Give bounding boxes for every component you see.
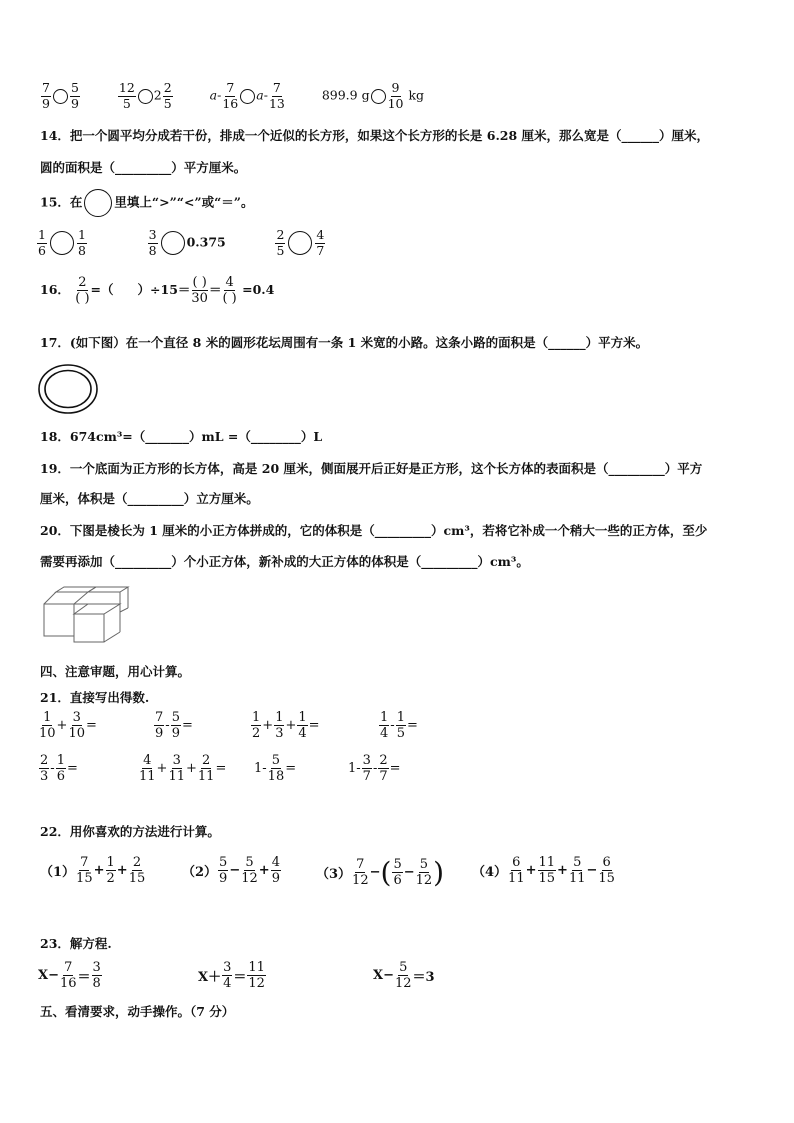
operator: -	[372, 761, 378, 776]
fraction: $\frac{4}{( )}$	[222, 275, 237, 306]
expression	[254, 754, 296, 783]
fraction: $\frac{6}{15}$	[598, 855, 615, 886]
operator: +	[116, 863, 128, 878]
variable: a	[256, 87, 264, 103]
expression	[182, 856, 282, 885]
operator: =	[308, 718, 320, 733]
operator: +	[262, 718, 274, 733]
operator: +	[156, 761, 168, 776]
fraction: $\frac{2}{15}$	[128, 855, 146, 886]
fraction: $\frac{1}{3}$	[275, 710, 284, 741]
operator: ＝	[77, 970, 91, 985]
fraction: $\frac{1}{10}$	[39, 710, 56, 741]
fraction: $\frac{5}{11}$	[568, 855, 586, 886]
fraction: $\frac{2}{7}$	[379, 753, 388, 784]
answer-circle[interactable]	[53, 89, 68, 104]
expression	[472, 856, 616, 885]
fraction: $\frac{5}{12}$	[241, 855, 258, 886]
operator: −	[586, 863, 598, 878]
answer-circle[interactable]	[240, 89, 255, 104]
compare-row-0	[40, 82, 424, 110]
answer-circle[interactable]	[50, 231, 74, 255]
fraction: $\frac{3}{8}$	[92, 960, 101, 991]
expression	[316, 856, 444, 889]
fraction: $\frac{7}{16}$	[59, 960, 77, 991]
operator: X−	[38, 968, 59, 983]
answer-circle[interactable]	[288, 231, 312, 255]
operator: =	[285, 761, 297, 776]
operator: -	[217, 87, 222, 103]
fraction: $\frac{2}{5}$	[276, 227, 285, 258]
section-5-title: 五、看清要求，动手操作。（7 分）	[40, 1004, 235, 1019]
question-19-line-1: 19．一个底面为正方形的长方体，高是 20 厘米，侧面展开后正好是正方形，这个长方体的表面积是（_________）平方	[40, 461, 703, 476]
fraction: $\frac{1}{6}$	[56, 753, 65, 784]
fraction: $\frac{7}{15}$	[76, 855, 93, 886]
fraction: $\frac{1}{8}$	[77, 227, 86, 258]
fraction: $\frac{( )}{30}$	[191, 275, 208, 306]
expression	[40, 856, 146, 885]
fraction: $\frac{3}{11}$	[168, 753, 185, 784]
fraction: $\frac{5}{12}$	[415, 857, 433, 888]
fraction: $\frac{7}{9}$	[155, 710, 164, 741]
question-16-label: 16．	[40, 282, 70, 297]
fraction: $\frac{1}{4}$	[380, 710, 389, 741]
divide-part: ）÷15＝	[137, 282, 191, 297]
fraction: $\frac{2}{5}$	[163, 80, 172, 111]
fraction: $\frac{5}{9}$	[70, 80, 79, 111]
operator: =	[406, 718, 418, 733]
answer-circle[interactable]	[138, 89, 153, 104]
answer-circle[interactable]	[161, 231, 185, 255]
expression	[250, 711, 320, 740]
question-15-suffix: 里填上“>”“<”或“＝”。	[114, 194, 254, 210]
item-label: （4）	[472, 865, 508, 880]
operator: +	[56, 718, 68, 733]
item-label: （3）	[316, 867, 352, 882]
expression	[373, 961, 435, 990]
operator: -	[50, 761, 55, 776]
operator: +	[557, 863, 568, 878]
outer-circle	[39, 365, 97, 413]
paren: )	[433, 856, 445, 889]
fraction: $\frac{5}{9}$	[171, 710, 180, 741]
operator: -	[390, 718, 395, 733]
answer-circle[interactable]	[371, 89, 386, 104]
question-20-line-1: 20．下图是棱长为 1 厘米的小正方体拼成的，它的体积是（_________）cm³，若将它补成一个稍大一些的正方体，至少	[40, 523, 708, 538]
operator: −	[403, 865, 415, 880]
equals-open: =（	[90, 282, 114, 297]
operator: 1-	[348, 761, 361, 776]
fraction: $\frac{1}{4}$	[298, 710, 307, 741]
operator: +	[285, 718, 297, 733]
question-15-instruction	[40, 189, 254, 217]
fraction: $\frac{7}{16}$	[222, 80, 239, 111]
fraction: $\frac{7}{9}$	[42, 80, 50, 111]
fraction: $\frac{5}{6}$	[393, 857, 402, 888]
item-label: （1）	[40, 865, 76, 880]
operator: 1-	[254, 761, 267, 776]
operator: +	[258, 863, 270, 878]
question-15-items	[36, 229, 326, 257]
item-label: （2）	[182, 865, 218, 880]
expression	[138, 754, 226, 783]
operator: =	[86, 718, 97, 733]
question-23-title: 23．解方程.	[40, 936, 112, 951]
question-18: 18．674cm³=（_______）mL =（________）L	[40, 429, 323, 444]
fraction: $\frac{2}{11}$	[197, 753, 215, 784]
fraction: $\frac{7}{13}$	[268, 80, 285, 111]
fraction: $\frac{4}{9}$	[271, 855, 280, 886]
expression	[348, 754, 401, 783]
fraction: $\frac{5}{18}$	[267, 753, 285, 784]
operator: +	[93, 863, 105, 878]
expression	[198, 961, 267, 990]
value: 899.9 g	[321, 87, 370, 103]
fraction: $\frac{1}{2}$	[252, 710, 261, 741]
fraction: $\frac{3}{8}$	[148, 227, 157, 258]
question-21-title: 21．直接写出得数.	[40, 690, 150, 705]
fraction: $\frac{3}{7}$	[362, 753, 371, 784]
expression	[38, 711, 97, 740]
unit: kg	[408, 87, 425, 103]
fraction: $\frac{2}{( )}$	[75, 275, 90, 306]
fraction: $\frac{12}{5}$	[118, 80, 135, 111]
fraction: $\frac{1}{5}$	[396, 710, 405, 741]
operator: ＝3	[412, 970, 435, 985]
result: =0.4	[242, 282, 275, 297]
section-4-title: 四、注意审题，用心计算。	[40, 664, 191, 679]
fraction: $\frac{11}{12}$	[248, 960, 265, 991]
inner-circle	[45, 371, 91, 408]
variable: a	[209, 87, 218, 103]
fraction: $\frac{5}{12}$	[394, 960, 412, 991]
whole-number: 2	[153, 87, 162, 103]
fraction: $\frac{3}{10}$	[68, 710, 85, 741]
question-16	[40, 276, 274, 305]
fraction: $\frac{1}{2}$	[106, 855, 115, 886]
equals: ＝	[208, 282, 222, 297]
question-17: 17．(如下图）在一个直径 8 米的圆形花坛周围有一条 1 米宽的小路。这条小路的面积是（______）平方米。	[40, 335, 649, 350]
operator: -	[165, 718, 170, 733]
operator: X＋	[198, 970, 222, 985]
fraction: $\frac{11}{15}$	[538, 855, 556, 886]
fraction: $\frac{4}{11}$	[139, 753, 156, 784]
fraction: $\frac{9}{10}$	[387, 80, 404, 111]
fraction: $\frac{6}{11}$	[508, 855, 525, 886]
circle-symbol-icon	[84, 189, 112, 217]
question-14-line-2: 圆的面积是（_________）平方厘米。	[40, 160, 247, 175]
operator: −	[369, 865, 381, 880]
operator: =	[215, 761, 227, 776]
operator: −	[229, 863, 241, 878]
decimal-value: 0.375	[186, 234, 226, 250]
question-14-line-1: 14．把一个圆平均分成若干份，排成一个近似的长方形，如果这个长方形的长是 6.28 厘米，那么宽是（______）厘米，	[40, 128, 710, 143]
expression	[38, 961, 103, 990]
ring-path-diagram	[36, 362, 100, 416]
operator: ＝	[233, 970, 247, 985]
fraction: $\frac{1}{6}$	[38, 227, 46, 258]
operator: =	[389, 761, 401, 776]
fraction: $\frac{3}{4}$	[223, 960, 232, 991]
paren: (	[380, 856, 392, 889]
operator: X−	[373, 968, 394, 983]
question-15-prefix: 15．在	[40, 194, 83, 210]
fraction: $\frac{7}{12}$	[352, 857, 369, 888]
fraction: $\frac{5}{9}$	[219, 855, 228, 886]
fraction: $\frac{2}{3}$	[40, 753, 49, 784]
operator: =	[66, 761, 78, 776]
expression	[153, 711, 193, 740]
expression	[378, 711, 418, 740]
operator: +	[186, 761, 197, 776]
fraction: $\frac{4}{7}$	[316, 227, 325, 258]
operator: -	[263, 87, 268, 103]
operator: =	[181, 718, 193, 733]
question-19-line-2: 厘米，体积是（_________）立方厘米。	[40, 491, 259, 506]
question-20-line-2: 需要再添加（_________）个小正方体，新补成的大正方体的体积是（_________）cm³。	[40, 554, 529, 569]
cubes-diagram	[38, 586, 130, 644]
operator: +	[525, 863, 537, 878]
expression	[38, 754, 78, 783]
question-22-title: 22．用你喜欢的方法进行计算。	[40, 824, 220, 839]
